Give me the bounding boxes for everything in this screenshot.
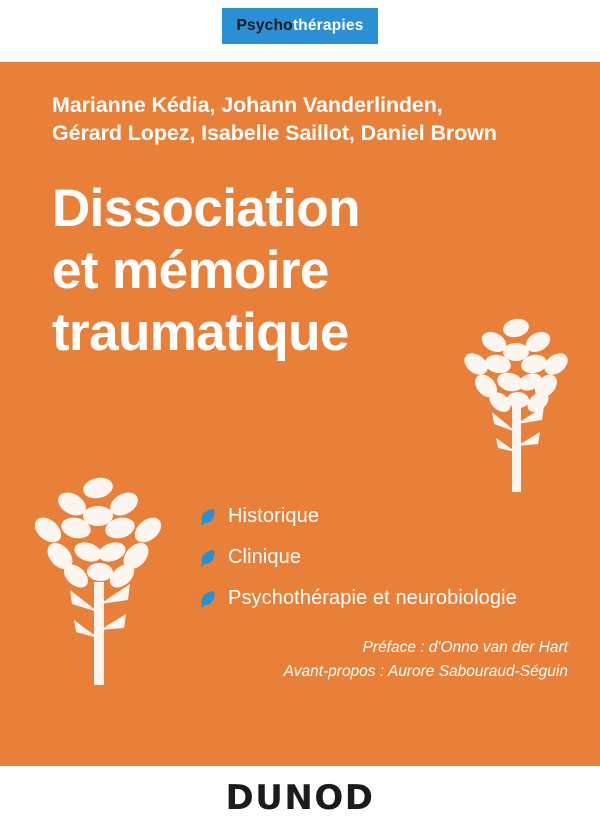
list-item-label: Clinique	[228, 546, 302, 568]
credits-block	[228, 636, 568, 684]
tree-illustration-secondary-icon	[18, 470, 178, 685]
series-label-prefix: Psycho	[236, 17, 293, 34]
feature-list	[200, 505, 580, 628]
title-line-3: traumatique	[52, 303, 349, 362]
title-line-2: et mémoire	[52, 241, 329, 300]
foreword-credit: Avant-propos : Aurore Sabouraud-Séguin	[283, 663, 568, 681]
leaf-bullet-icon	[200, 549, 216, 567]
leaf-bullet-icon	[200, 590, 216, 608]
authors-block	[52, 92, 562, 148]
title-line-1: Dissociation	[52, 179, 360, 238]
publisher-logo: DUNOD	[225, 778, 375, 818]
list-item	[200, 505, 580, 528]
list-item-label: Historique	[228, 505, 320, 527]
preface-credit: Préface : d'Onno van der Hart	[362, 639, 568, 656]
authors-line-2: Gérard Lopez, Isabelle Saillot, Daniel Brown	[52, 120, 497, 145]
list-item	[200, 587, 580, 610]
series-label-suffix: thérapies	[292, 17, 364, 34]
list-item	[200, 546, 580, 569]
leaf-bullet-icon	[200, 508, 216, 526]
tree-illustration-icon	[452, 312, 582, 492]
series-badge	[222, 8, 378, 44]
list-item-label: Psychothérapie et neurobiologie	[228, 587, 517, 609]
series-label	[236, 17, 363, 35]
authors-line-1: Marianne Kédia, Johann Vanderlinden,	[52, 93, 443, 117]
